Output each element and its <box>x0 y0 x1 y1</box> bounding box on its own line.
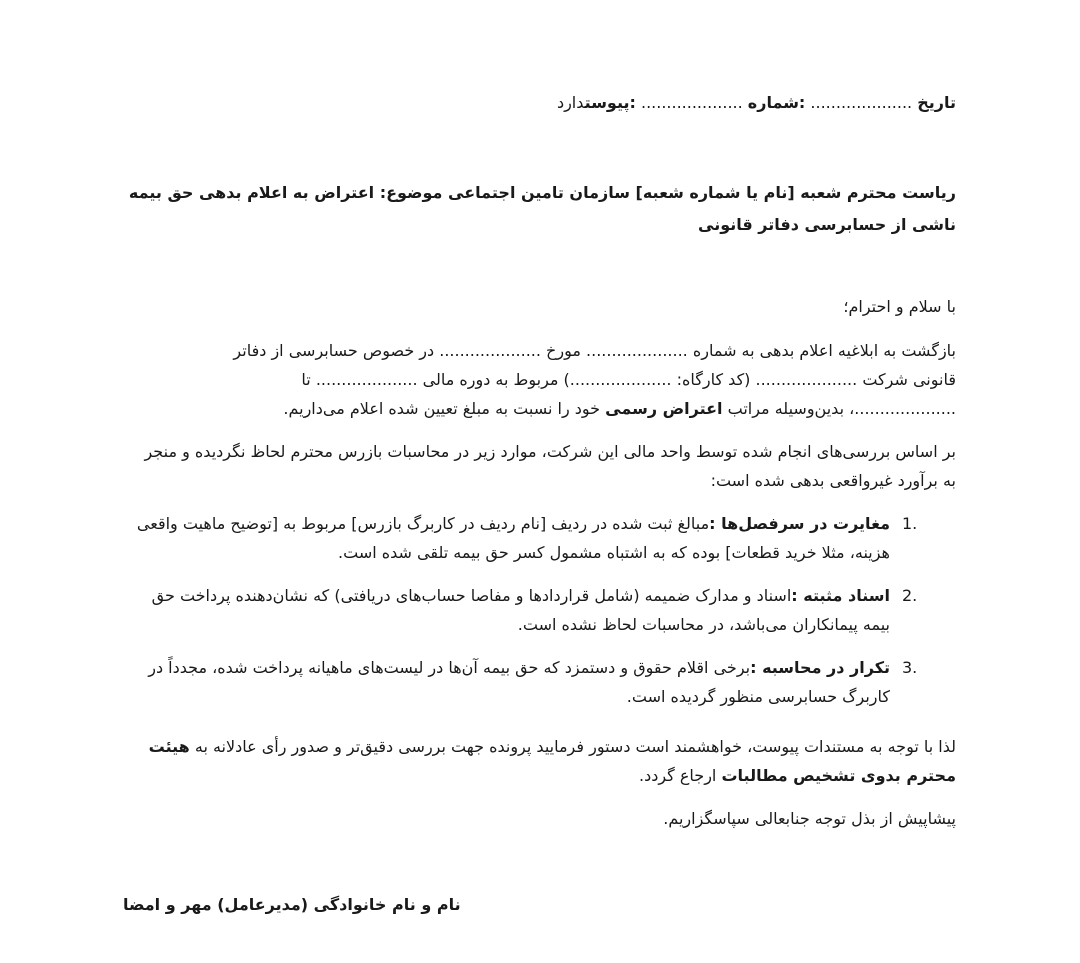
item-title: اسناد مثبته : <box>791 586 890 605</box>
subject-text: موضوع: اعتراض به اعلام بدهی حق بیمه ناشی از حسابرسی دفاتر قانونی <box>128 183 956 234</box>
item-text: برخی اقلام حقوق و دستمزد که حق بیمه آن‌ها در لیست‌های ماهیانه پرداخت شده، مجدداً در کاربرگ حسابرسی منظور گردیده است. <box>148 658 890 706</box>
paragraph-findings: بر اساس بررسی‌های انجام شده توسط واحد مالی این شرکت، موارد زیر در محاسبات بازرس محترم لحاظ نگردیده و منجر به برآورد غیرواقعی بدهی شده است: <box>144 442 956 490</box>
item-number: 1. <box>902 514 918 533</box>
list-item <box>128 581 956 639</box>
paragraph-reference <box>128 336 956 423</box>
list-item <box>128 509 956 567</box>
date-label: تاریخ <box>917 93 956 112</box>
item-number: 2. <box>902 586 918 605</box>
paragraph-reference-line3 <box>128 394 956 423</box>
item-number: 3. <box>902 658 918 677</box>
item-title: مغایرت در سرفصل‌ها : <box>709 514 890 533</box>
letter-header <box>128 88 956 117</box>
letter-page <box>123 0 956 963</box>
paragraph-request <box>128 732 956 790</box>
number-label: :شماره <box>747 93 806 112</box>
item-text: اسناد و مدارک ضمیمه (شامل قراردادها و مفاصا حساب‌های دریافتی) که نشان‌دهنده پرداخت حق بیمه پیمانکاران می‌باشد، در محاسبات لحاظ نشده است. <box>151 586 890 634</box>
line3-after: خود را نسبت به مبلغ تعیین شده اعلام می‌داریم. <box>283 399 601 418</box>
request-after: ارجاع گردد. <box>639 766 717 785</box>
objection-list <box>128 509 956 725</box>
date-value: .................... <box>810 93 913 112</box>
closing-text: پیشاپیش از بذل توجه جنابعالی سپاسگزاریم. <box>663 809 956 828</box>
letter-subject <box>128 177 956 241</box>
request-before: لذا با توجه به مستندات پیوست، خواهشمند است دستور فرمایید پرونده جهت بررسی دقیق‌تر و صدور رأی عادلانه به <box>194 737 956 756</box>
line3-before: ....................، بدین‌وسیله مراتب <box>727 399 956 418</box>
signature-block: نام و نام خانوادگی (مدیرعامل) مهر و امضا <box>123 895 461 914</box>
greeting: با سلام و احترام؛ <box>843 297 956 316</box>
recipient-text: ریاست محترم شعبه [نام یا شماره شعبه] سازمان تامین اجتماعی <box>448 183 956 202</box>
attachment-value: دارد <box>556 93 585 112</box>
attachment-label: :پیوست <box>584 93 636 112</box>
committee-name: هیئت محترم بدوی تشخیص مطالبات <box>148 737 956 785</box>
paragraph-reference-line1: بازگشت به ابلاغیه اعلام بدهی به شماره .................... مورخ .................... در خصوص حسابرسی از دفاتر <box>233 341 956 360</box>
item-title: تکرار در محاسبه : <box>750 658 890 677</box>
item-text: مبالغ ثبت شده در ردیف [نام ردیف در کاربرگ بازرس] مربوط به [توضیح ماهیت واقعی هزینه، مثلا خرید قطعات] بوده که به اشتباه مشمول کسر حق بیمه تلقی شده است. <box>136 514 890 562</box>
number-value: .................... <box>640 93 743 112</box>
formal-objection-text: اعتراض رسمی <box>605 399 723 418</box>
paragraph-reference-line2: قانونی شرکت .................... (کد کارگاه: ....................) مربوط به دوره مالی .................... تا <box>301 370 956 389</box>
list-item <box>128 653 956 711</box>
